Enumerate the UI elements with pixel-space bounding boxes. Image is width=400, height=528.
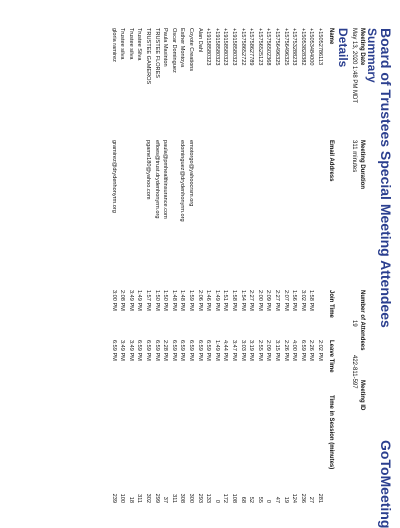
cell-name: +15756502368 [265, 28, 272, 66]
table-row [127, 0, 135, 516]
cell-leave-time: 3:15 PM [274, 340, 280, 361]
cell-leave-time: 6:59 PM [145, 340, 151, 361]
cell-join-time: 1:59 PM [188, 290, 194, 311]
report-title: Board of Trustees Special Meeting Attendees [378, 28, 394, 328]
cell-name: +15756525123 [256, 28, 263, 66]
cell-time-in-session: 300 [188, 493, 194, 503]
cell-name: Trustee Silva [136, 28, 143, 61]
cell-time-in-session: 100 [119, 493, 126, 503]
cell-name: +15753288233 [291, 28, 298, 66]
cell-join-time: 1:48 PM [170, 290, 177, 311]
cell-join-time: 3:00 PM [110, 290, 117, 311]
table-row [170, 0, 178, 516]
cell-time-in-session: 172 [222, 493, 229, 503]
table-row [264, 0, 272, 516]
cell-name: +15756496325 [274, 28, 280, 66]
cell-leave-time: 2:26 PM [282, 340, 289, 361]
cell-join-time: 3:02 PM [299, 290, 306, 311]
cell-leave-time: 6:59 PM [136, 340, 143, 361]
col-header-email: Email Address [328, 140, 334, 182]
cell-join-time: 2:07 PM [282, 290, 289, 311]
cell-time-in-session: 308 [179, 493, 186, 503]
cell-join-time: 2:09 PM [265, 290, 272, 311]
cell-join-time: 1:56 PM [291, 290, 298, 311]
cell-leave-time: 4:44 PM [222, 340, 229, 361]
table-row [110, 0, 118, 516]
cell-name: +15052786113 [317, 28, 323, 66]
cell-join-time: 1:50 PM [153, 290, 160, 311]
cell-time-in-session: 133 [205, 493, 212, 503]
cell-join-time: 1:48 PM [179, 290, 186, 311]
cell-leave-time: 6:59 PM [188, 340, 194, 361]
cell-name: +15756496325 [282, 28, 289, 66]
col-header-name: Name [328, 28, 334, 45]
cell-name: Esther Montoya [179, 28, 186, 68]
cell-leave-time: 1:49 PM [213, 340, 220, 361]
table-row [273, 0, 281, 516]
cell-name: +15758627789 [248, 28, 255, 66]
cell-time-in-session: 281 [317, 493, 323, 503]
table-row [239, 0, 247, 516]
cell-leave-time: 6:59 PM [196, 340, 203, 361]
cell-time-in-session: 27 [308, 496, 315, 503]
cell-join-time: 1:50 PM [162, 290, 169, 311]
cell-time-in-session: 47 [274, 496, 280, 503]
table-row [118, 0, 126, 516]
cell-name: Paula Maxinton [162, 28, 169, 67]
cell-join-time: 3:49 PM [127, 290, 134, 311]
cell-join-time: 2:27 PM [248, 290, 255, 311]
cell-name: Oscar Dominguez [170, 28, 177, 73]
cell-name: Trustee silva [127, 28, 134, 60]
cell-time-in-session: 293 [196, 493, 203, 503]
cell-leave-time: 2:02 PM [317, 340, 323, 361]
cell-join-time: 1:49 PM [213, 290, 220, 311]
cell-time-in-session: 239 [110, 493, 117, 503]
cell-join-time: 2:06 PM [196, 290, 203, 311]
table-row [290, 0, 298, 516]
cell-leave-time: 6:59 PM [179, 340, 186, 361]
cell-time-in-session: 0 [213, 499, 220, 503]
cell-time-in-session: 311 [136, 494, 143, 503]
details-heading: Details [336, 28, 350, 68]
cell-leave-time: 3:03 PM [239, 340, 246, 361]
col-header-leave: Leave Time [328, 340, 334, 373]
cell-join-time: 2:00 PM [256, 290, 263, 311]
cell-time-in-session: 55 [256, 496, 263, 503]
cell-email: efloes@trust.drydenhonyrm.org [153, 140, 160, 219]
cell-time-in-session: 124 [291, 493, 298, 503]
cell-time-in-session: 19 [282, 496, 289, 503]
table-row [307, 0, 315, 516]
cell-join-time: 1:46 PM [205, 290, 212, 311]
cell-leave-time: 6:59 PM [170, 340, 177, 361]
cell-leave-time: 3:47 PM [231, 340, 237, 361]
table-row [196, 0, 204, 516]
cell-leave-time: 6:59 PM [153, 340, 160, 361]
cell-time-in-session: 37 [162, 496, 169, 503]
table-row [221, 0, 229, 516]
table-row [316, 0, 324, 516]
cell-email: edominguez@drydenhonyrm.org [179, 140, 186, 222]
cell-leave-time: 4:00 PM [291, 340, 298, 361]
table-row [153, 0, 161, 516]
meeting-id-value: 422-811-597 [351, 355, 357, 389]
meeting-id-label: Meeting ID [359, 380, 365, 411]
cell-leave-time: 2:55 PM [256, 340, 263, 361]
cell-leave-time: 6:59 PM [110, 340, 117, 361]
cell-time-in-session: 236 [299, 493, 306, 503]
cell-name: TRUSTEE FLORES [153, 28, 160, 79]
summary-heading: Summary [365, 28, 379, 83]
meeting-date-value: May 13, 2020 1:48 PM MDT [351, 28, 357, 104]
cell-name: +15758652722 [239, 28, 246, 66]
cell-join-time: 1:57 PM [145, 290, 151, 311]
cell-time-in-session: 52 [248, 496, 255, 503]
cell-time-in-session: 299 [153, 493, 160, 503]
cell-leave-time: 3:49 PM [127, 340, 134, 361]
cell-time-in-session: 302 [145, 493, 151, 503]
cell-leave-time: 2:09 PM [265, 340, 272, 361]
cell-leave-time: 2:26 PM [308, 340, 315, 361]
meeting-duration-label: Meeting Duration [359, 140, 365, 189]
cell-join-time: 1:58 PM [231, 290, 237, 311]
table-row [256, 0, 264, 516]
cell-time-in-session: 108 [231, 493, 237, 503]
table-row [230, 0, 238, 516]
table-row [187, 0, 195, 516]
cell-name: gloria ramirez [110, 28, 117, 62]
cell-join-time: 1:58 PM [308, 290, 315, 311]
table-row [144, 0, 152, 516]
table-row [178, 0, 186, 516]
cell-name: +19158580323 [231, 28, 237, 66]
table-row [204, 0, 212, 516]
cell-email: paula@pmhealthinsurance.com [162, 140, 169, 219]
cell-leave-time: 6:59 PM [205, 340, 212, 361]
cell-time-in-session: 68 [239, 496, 246, 503]
cell-join-time: 2:27 PM [274, 290, 280, 311]
cell-leave-time: 6:59 PM [299, 340, 306, 361]
attendees-count-label: Number of Attendees [359, 290, 365, 351]
meeting-date-label: Meeting Date [359, 28, 365, 66]
table-row [213, 0, 221, 516]
table-row [135, 0, 143, 516]
cell-join-time: 2:08 PM [119, 290, 126, 311]
table-row [247, 0, 255, 516]
cell-join-time: 1:51 PM [222, 290, 229, 311]
table-row [161, 0, 169, 516]
table-row [299, 0, 307, 516]
col-header-time-in-session: Time in Session (minutes) [328, 395, 334, 470]
cell-email: emotorgo@yahoocrsm.org [188, 140, 194, 207]
col-header-join: Join Time [328, 290, 334, 318]
cell-time-in-session: 0 [265, 499, 272, 503]
cell-name: TRUSTEE GAMEROS [145, 28, 151, 85]
cell-time-in-session: 311 [170, 494, 177, 503]
cell-name: +19158580323 [205, 28, 212, 66]
cell-email: pgame180@yahoo.com [145, 140, 151, 200]
cell-name: +15053828382 [299, 28, 306, 66]
cell-name: +19158580323 [222, 28, 229, 66]
attendees-count-value: 19 [351, 320, 357, 327]
cell-join-time: 1:49 PM [136, 290, 143, 311]
cell-leave-time: 3:49 PM [119, 340, 126, 361]
cell-leave-time: 3:19 PM [248, 340, 255, 361]
cell-name: Coyote Creations [188, 28, 194, 72]
table-row [282, 0, 290, 516]
cell-join-time: 1:54 PM [239, 290, 246, 311]
cell-email: gramirez@drydenhonyrm.org [110, 140, 117, 213]
cell-time-in-session: 18 [127, 496, 134, 503]
cell-name: +15053484000 [308, 28, 315, 66]
cell-leave-time: 2:28 PM [162, 340, 169, 361]
cell-name: Alan Dahl [196, 28, 203, 53]
brand-name: GoToMeeting [378, 440, 394, 528]
meeting-duration-value: 311 minutes [351, 140, 357, 173]
cell-name: +19158580323 [213, 28, 220, 66]
cell-name: Trustee silva [119, 28, 126, 60]
